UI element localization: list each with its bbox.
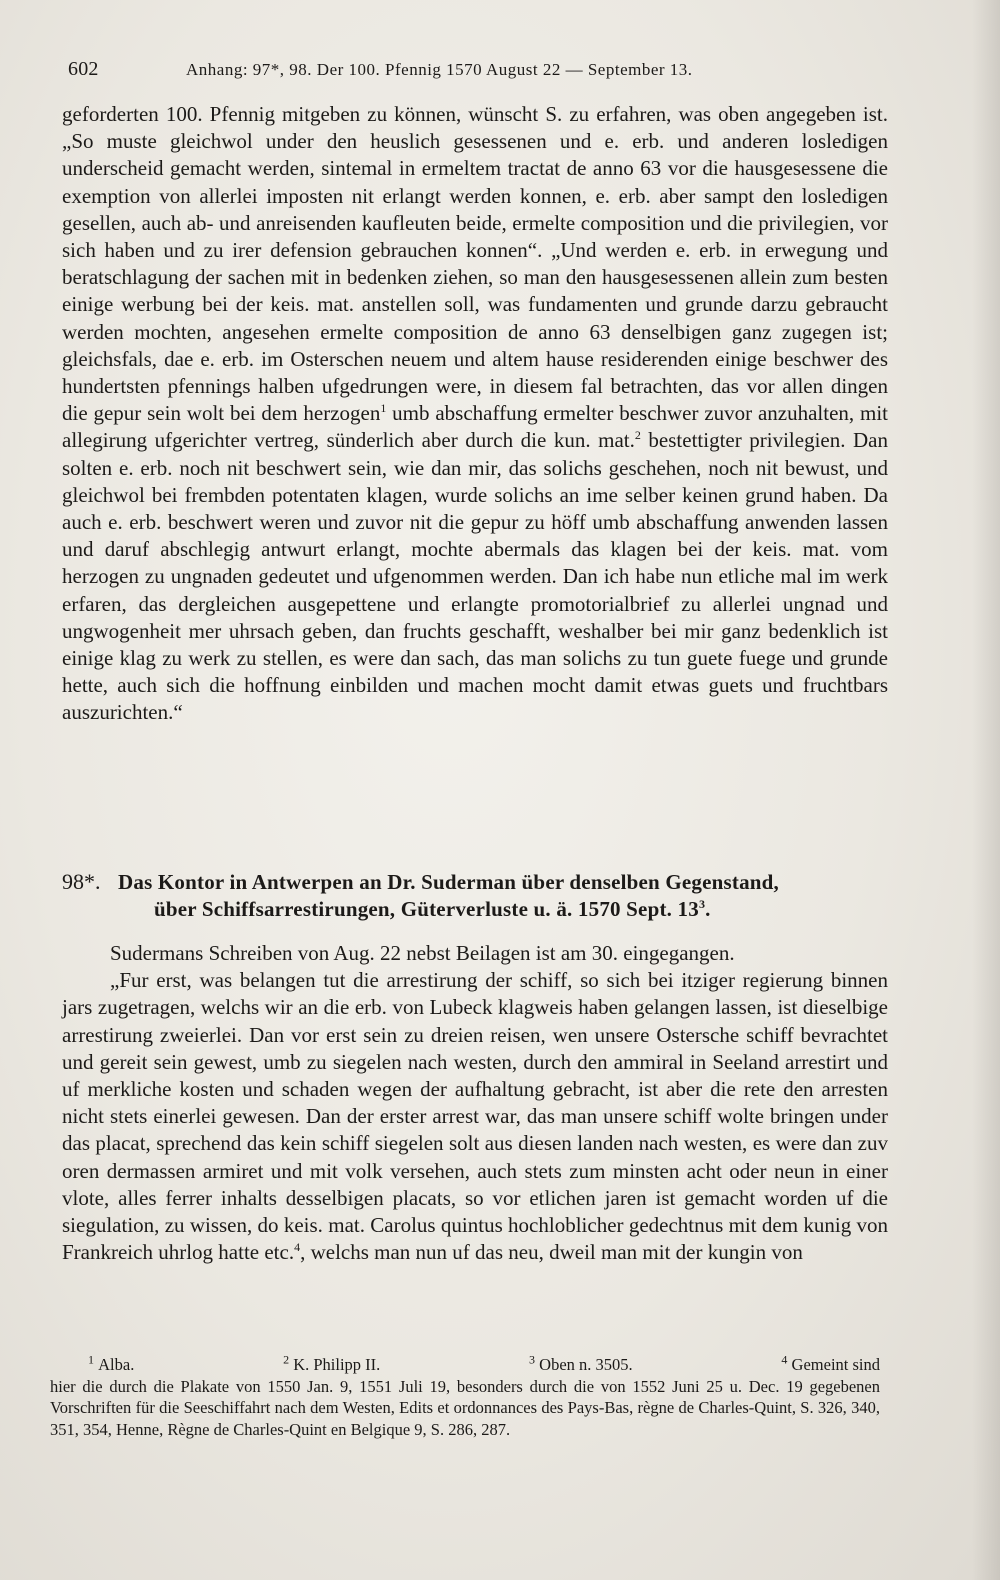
continuation-paragraph: [62, 101, 888, 727]
document-heading-line-2: [62, 896, 888, 923]
footnote-mark-1: 1: [88, 1352, 94, 1367]
document-title: Das Kontor in Antwerpen an Dr. Suderman über denselben Gegenstand,: [118, 870, 779, 894]
document-98-text: [62, 940, 888, 1266]
footnote-ref-2[interactable]: 2: [634, 428, 641, 443]
footnote-ref-4[interactable]: 4: [294, 1240, 301, 1255]
paragraph-text: , welchs man nun uf das neu, dweil man mit der kungin von: [300, 1240, 803, 1265]
footnote-1: [88, 1354, 134, 1376]
title-end-punct: .: [705, 897, 711, 921]
document-heading-line-1: [62, 868, 888, 896]
footnote-mark-4: 4: [781, 1352, 788, 1367]
footnote-ref-3[interactable]: 3: [698, 897, 706, 911]
footnotes: [50, 1354, 880, 1440]
document-intro: Sudermans Schreiben von Aug. 22 nebst Beilagen ist am 30. eingegangen.: [110, 941, 735, 965]
footnote-row: [50, 1354, 880, 1376]
footnote-4-head: [781, 1354, 880, 1376]
footnote-3-text: Oben n. 3505.: [539, 1355, 633, 1374]
footnote-4-text: hier die durch die Plakate von 1550 Jan. 9, 1551 Juli 19, besonders durch die von 1552 Juni 25 u. Dec. 19 gegebenen Vorschriften für die Seeschiffahrt nach dem Westen, Edits et ordonnances des Pays-Bas, règne de Charles-Quint, S. 326, 340, 351, 354, Henne, Règne de Charles-Quint en Belgique 9, S. 286, 287.: [50, 1376, 880, 1439]
footnote-ref-1[interactable]: 1: [380, 401, 387, 416]
paragraph-text: umb abschaffung ermelter beschwer zuvor anzuhalten, mit allegirung ufgerichter vertreg, sünderlich aber durch die kun. mat.: [62, 401, 888, 453]
document-heading: [62, 868, 888, 923]
footnote-2-text: K. Philipp II.: [293, 1355, 381, 1374]
footnote-4-text-head: Gemeint sind: [791, 1355, 880, 1374]
page-number: 602: [68, 58, 99, 80]
footnote-3: [529, 1354, 633, 1376]
paragraph-text: bestettigter privilegien. Dan solten e. erb. noch nit beschwert sein, wie dan mir, das solichs geschehen, noch nit bewust, und gleichwol bei frembden potentaten klagen, wurde solichs an ime selber keinen grund haben. Da auch e. erb. beschwert weren und zuvor nit die gepur zu höff umb abschaffung anwenden lassen und daruf abschlegig antwurt erlangt, mochte abermals das klagen bei der keis. mat. vom herzogen zu ungnaden gedeutet und ufgenommen werden. Dan ich habe nun etliche mal im werk erfaren, das dergleichen ausgepettene und erlangte promotorialbrief zu allerlei ungnad und ungwogenheit mer uhrsach geben, dan fruchts geschafft, weshalber bei mir ganz bedenklich ist einige klag zu werk zu stellen, es were dan sach, das man solichs zu tun guete fuege und grunde hette, auch sich die hoffnung einbilden und machen mocht damit etwas guets und fruchtbars auszurichten.“: [62, 428, 889, 725]
document-title-continued: über Schiffsarrestirungen, Güterverluste u. ä. 1570 Sept. 13: [154, 897, 699, 921]
running-head: [68, 58, 898, 81]
footnote-mark-3: 3: [529, 1352, 536, 1367]
footnote-2: [283, 1354, 380, 1376]
document-number: 98*.: [62, 869, 101, 894]
footnote-mark-2: 2: [283, 1352, 290, 1367]
footnote-1-text: Alba.: [98, 1355, 135, 1374]
paragraph-text: „Fur erst, was belangen tut die arrestirung der schiff, so sich bei itziger regierung binnen jars zugetragen, welchs wir an die erb. von Lubeck klagweis haben gelangen lassen, ist dieselbige arrestirung zweierlei. Dan vor erst sein zu dreien reisen, wen unsere Ostersche schiff bevrachtet und gereit sein gewest, umb zu siegelen nach westen, durch den ammiral in Seeland arrestirt und uf merkliche kosten und schaden wegen der aufhaltung gebracht, ist aber die rete den arresten nicht stets einerlei gewesen. Dan der erster arrest war, das man unsere schiff wolte bringen under das placat, sprechend das kein schiff siegelen solt aus diesen landen nach westen, es were dan zuv oren dermassen armiret und mit volk versehen, auch stets zum minsten acht oder neun in einer vlote, alles ferrer inhalts desselbigen placats, so vor etlichen jaren ist gemacht worden uf die siegulation, zu wissen, do keis. mat. Carolus quintus hochloblicher gedechtnus mit dem kunig von Frankreich uhrlog hatte etc.: [62, 968, 888, 1265]
document-body-paragraph: [62, 967, 888, 1266]
paragraph-text: geforderten 100. Pfennig mitgeben zu können, wünscht S. zu erfahren, was oben angegeben ist. „So muste gleichwol under den heuslich gesessenen und e. erb. und anderen losledigen underscheid gemacht werden, sintemal in ermeltem tractat de anno 63 vor die hausgesessene die exemption von allerlei imposten nit erlangt werden konnen, e. erb. aber sampt den losledigen gesellen, auch ab- und anreisenden kaufleuten beide, ermelte composition und die privilegien, vor sich haben und zu irer defension gebrauchen konnen“. „Und werden e. erb. in erwegung und beratschlagung der sachen mit in bedenken ziehen, so man den hausgesessenen allein zum besten einige werbung bei der keis. mat. anstellen soll, was fundamenten und grunde darzu gebraucht werden mochten, angesehen ermelte composition de anno 63 denselbigen ganz zugegen ist; gleichsfals, dae e. erb. im Osterschen neuem und altem hause residerenden einige beschwer des hundertsten pfennings halben ufgedrungen were, in diesem fal betrachten, das vor allen dingen die gepur sein wolt bei dem herzogen: [62, 102, 888, 426]
continuation-text-block: [62, 101, 888, 727]
running-head-text: Anhang: 97*, 98. Der 100. Pfennig 1570 August 22 — September 13.: [186, 60, 693, 79]
